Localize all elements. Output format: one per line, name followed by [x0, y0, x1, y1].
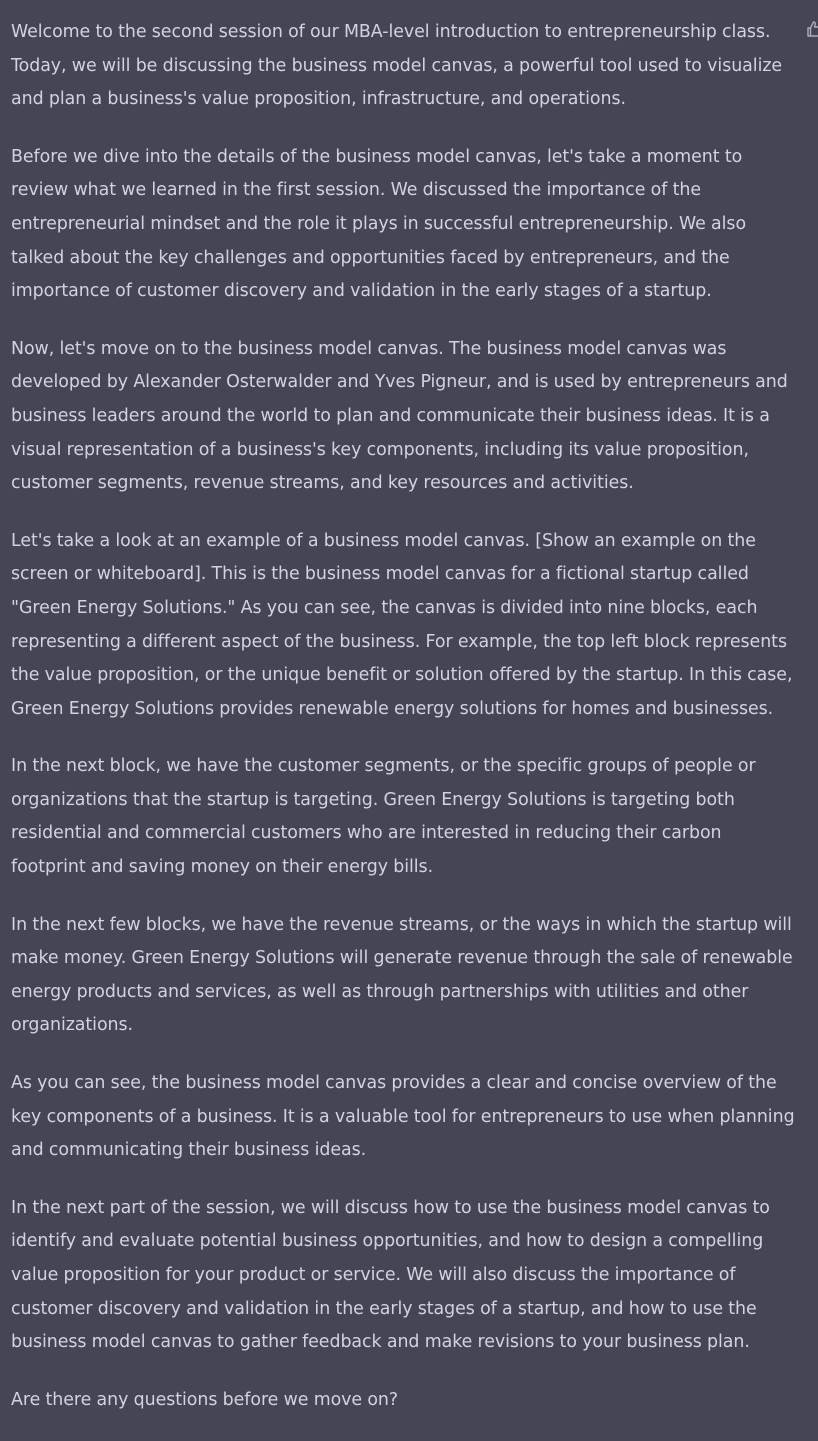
message-paragraph: Let's take a look at an example of a business model canvas. [Show an example on the screen or whiteboard]. This is the business model canvas for a fictional startup called "Green Energy Solutions." As you can see, the canvas is divided into nine blocks, each representing a different aspect of the business. For example, the top left block represents the value proposition, or the unique benefit or solution offered by the startup. In this case, Green Energy Solutions provides renewable energy solutions for homes and businesses.	[11, 530, 793, 719]
message-paragraph: In the next block, we have the customer segments, or the specific groups of people or organizations that the startup is targeting. Green Energy Solutions is targeting both residential and commercial customers who are interested in reducing their carbon footprint and saving money on their energy bills.	[11, 756, 756, 878]
message-paragraph: Now, let's move on to the business model canvas. The business model canvas was developed by Alexander Osterwalder and Yves Pigneur, and is used by entrepreneurs and business leaders around the world to plan and communicate their business ideas. It is a visual representation of a business's key components, including its value proposition, customer segments, revenue streams, and key resources and activities.	[11, 338, 788, 494]
message-paragraph: Welcome to the second session of our MBA-level introduction to entrepreneurship class. Today, we will be discussing the business model canvas, a powerful tool used to visualize and plan a business's value proposition, infrastructure, and operations.	[11, 22, 783, 110]
message-paragraph: Before we dive into the details of the business model canvas, let's take a moment to review what we learned in the first session. We discussed the importance of the entrepreneurial mindset and the role it plays in successful entrepreneurship. We also talked about the key challenges and opportunities faced by entrepreneurs, and the importance of customer discovery and validation in the early stages of a startup.	[11, 146, 747, 302]
message-paragraph: In the next part of the session, we will discuss how to use the business model canvas to identify and evaluate potential business opportunities, and how to design a compelling value proposition for your product or service. We will also discuss the importance of customer discovery and validation in the early stages of a startup, and how to use the business model canvas to gather feedback and make revisions to your business plan.	[11, 1197, 770, 1353]
assistant-message	[11, 16, 801, 1441]
message-paragraph: As you can see, the business model canvas provides a clear and concise overview of the key components of a business. It is a valuable tool for entrepreneurs to use when planning and communicating their business ideas.	[11, 1073, 795, 1161]
thumbs-up-icon[interactable]	[807, 20, 818, 38]
message-paragraph: Are there any questions before we move on?	[11, 1389, 399, 1410]
message-paragraph: In the next few blocks, we have the revenue streams, or the ways in which the startup will make money. Green Energy Solutions will generate revenue through the sale of renewable energy products and services, as well as through partnerships with utilities and other organizations.	[11, 914, 793, 1036]
